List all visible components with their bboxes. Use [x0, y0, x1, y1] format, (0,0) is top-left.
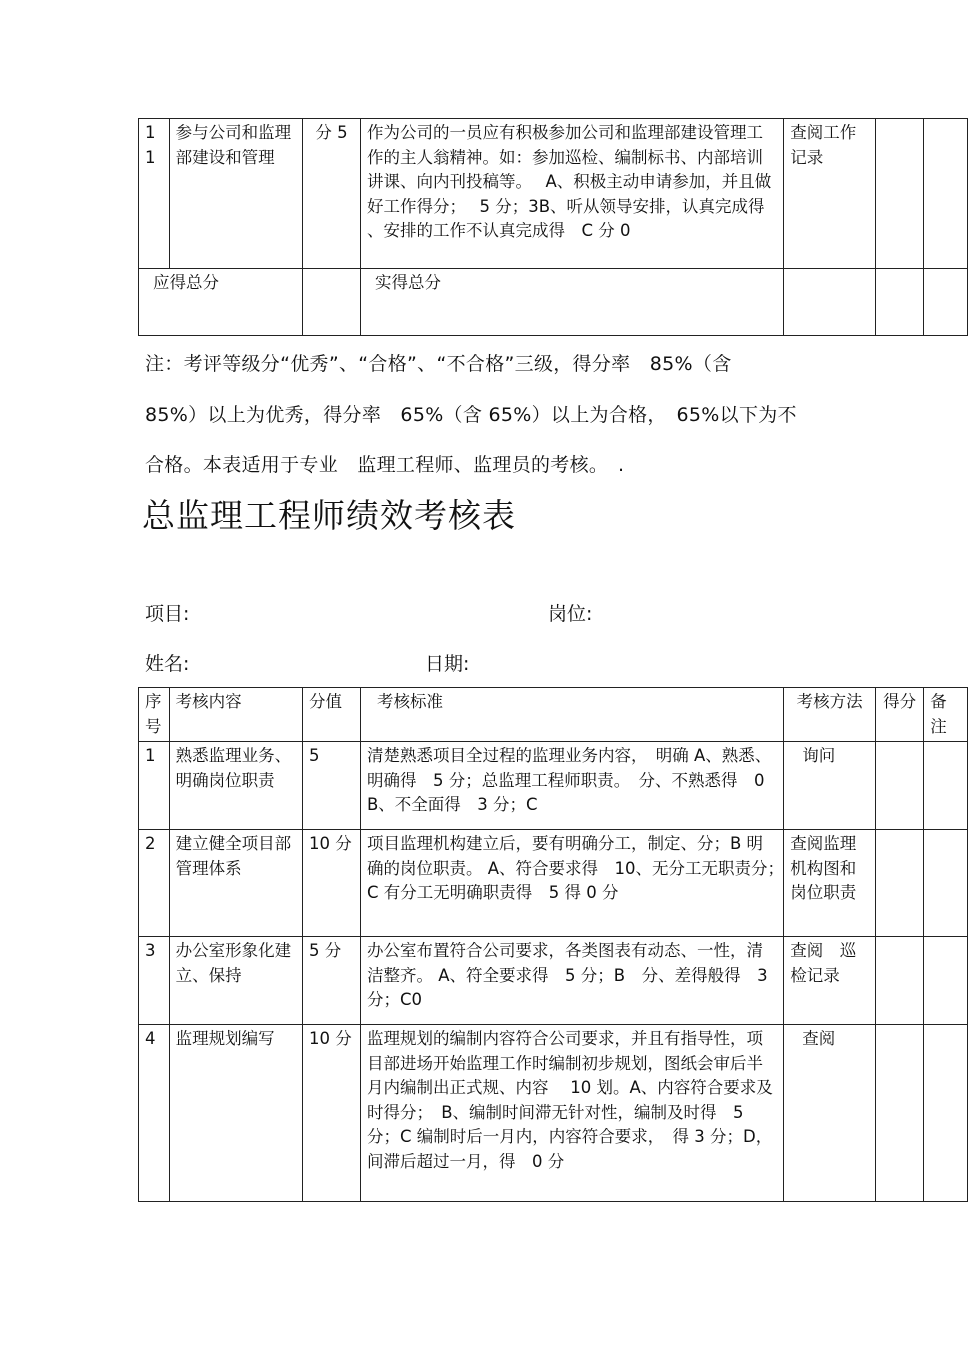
assessment-standard: 项目监理机构建立后，要有明确分工，制定、分；B 明确的岗位职责。 A、符合要求得 10、无分工无职责分； C 有分工无明确职责得 5 得 0 分: [360, 830, 783, 937]
position-label: 岗位:: [548, 603, 593, 625]
score-value: 5 分: [303, 937, 361, 1025]
assessment-content: 建立健全项目部管理体系: [169, 830, 302, 937]
assessment-content: 办公室形象化建立、保持: [169, 937, 302, 1025]
assessment-standard: 作为公司的一员应有积极参加公司和监理部建设管理工作的主人翁精神。如：参加巡检、编制标书、内部培训讲课、向内刊投稿等。 A、积极主动申请参加，并且做好工作得分； 5 分；3B、听从领导安排，认真完成得 、安排的工作不认真完成得 C 分 0: [360, 119, 783, 269]
date-label: 日期:: [425, 653, 470, 675]
assessment-content: 熟悉监理业务、明确岗位职责: [169, 742, 302, 830]
project-label: 项目:: [145, 603, 190, 625]
row-number: 4: [139, 1025, 170, 1202]
score-value: 分 5: [303, 119, 361, 269]
remarks-cell: [924, 830, 968, 937]
assessment-standard: 办公室布置符合公司要求，各类图表有动态、一性，清洁整齐。 A、符全要求得 5 分；B 分、差得般得 3 分；C0: [360, 937, 783, 1025]
table-continuation: [138, 118, 968, 336]
header-content: 考核内容: [169, 688, 302, 742]
table-row: [139, 937, 968, 1025]
note-line-1: 注：考评等级分“优秀”、“合格”、“不合格”三级，得分率 85%（含: [145, 353, 732, 375]
assessment-table: [138, 687, 968, 1202]
assessment-content: 监理规划编写: [169, 1025, 302, 1202]
row-number: 1: [139, 742, 170, 830]
total-note-cell: [924, 269, 968, 336]
remarks-cell: [924, 742, 968, 830]
table-row: [139, 119, 968, 269]
table-row: [139, 830, 968, 937]
assessment-method: 询问: [784, 742, 876, 830]
score-obtained-cell: [876, 119, 924, 269]
remarks-cell: [924, 937, 968, 1025]
note-line-2: 85%）以上为优秀，得分率 65%（含 65%）以上为合格， 65%以下为不: [145, 404, 797, 426]
name-label: 姓名:: [145, 653, 190, 675]
actual-total-label: 实得总分: [360, 269, 783, 336]
actual-total-value: [784, 269, 876, 336]
header-note: 备注: [924, 688, 968, 742]
score-obtained-cell: [876, 742, 924, 830]
table-header-row: [139, 688, 968, 742]
table-row: [139, 742, 968, 830]
header-standard: 考核标准: [360, 688, 783, 742]
note-line-3: 合格。本表适用于专业 监理工程师、监理员的考核。 .: [145, 454, 625, 476]
total-got-cell: [876, 269, 924, 336]
header-score: 分值: [303, 688, 361, 742]
assessment-standard: 清楚熟悉项目全过程的监理业务内容， 明确 A、熟悉、明确得 5 分；总监理工程师职责。 分、不熟悉得 0B、不全面得 3 分；C: [360, 742, 783, 830]
due-total-label: 应得总分: [139, 269, 303, 336]
header-no: 序号: [139, 688, 170, 742]
row-number: 11: [139, 119, 170, 269]
remarks-cell: [924, 1025, 968, 1202]
assessment-method: 查阅 巡检记录: [784, 937, 876, 1025]
score-obtained-cell: [876, 937, 924, 1025]
score-obtained-cell: [876, 1025, 924, 1202]
assessment-method: 查阅监理机构图和岗位职责: [784, 830, 876, 937]
assessment-method: 查阅: [784, 1025, 876, 1202]
assessment-standard: 监理规划的编制内容符合公司要求，并且有指导性，项目部进场开始监理工作时编制初步规划，图纸会审后半月内编制出正式规、内容 10 划。A、内容符合要求及时得分； B、编制时间滞无针对性，编制及时得 5 分；C 编制时后一月内，内容符合要求， 得 3 分；D，间滞后超过一月，得 0 分: [360, 1025, 783, 1202]
header-got: 得分: [876, 688, 924, 742]
total-row: [139, 269, 968, 336]
score-value: 10 分: [303, 1025, 361, 1202]
row-number: 2: [139, 830, 170, 937]
remarks-cell: [924, 119, 968, 269]
assessment-content: 参与公司和监理部建设和管理: [169, 119, 302, 269]
document-title: 总监理工程师绩效考核表: [142, 496, 516, 535]
header-method: 考核方法: [784, 688, 876, 742]
assessment-method: 查阅工作记录: [784, 119, 876, 269]
table-row: [139, 1025, 968, 1202]
score-value: 5: [303, 742, 361, 830]
row-number: 3: [139, 937, 170, 1025]
score-obtained-cell: [876, 830, 924, 937]
due-total-value: [303, 269, 361, 336]
score-value: 10 分: [303, 830, 361, 937]
